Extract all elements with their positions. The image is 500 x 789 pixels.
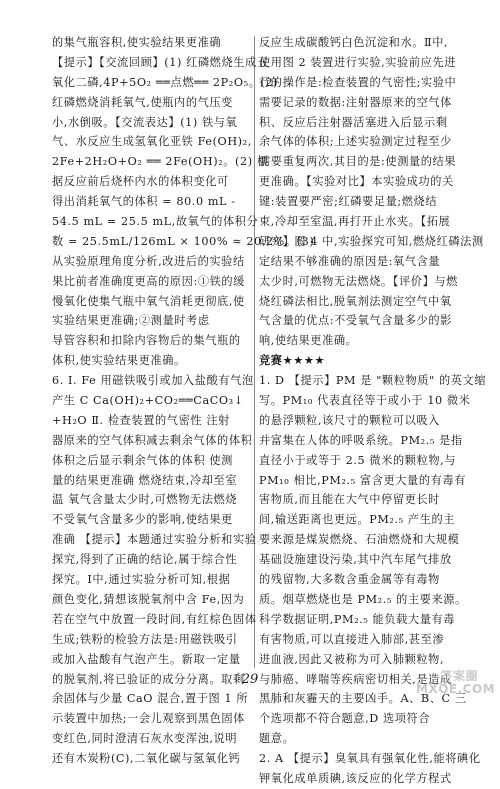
text-line: 需要记录的数据:注射器原来的空气体 <box>259 95 452 109</box>
text-line: 体积之后显示剩余气体的体积 使测 <box>52 453 233 467</box>
text-line: 反应生成碳酸钙白色沉淀和水。Ⅱ中, <box>259 36 449 49</box>
text-line: 的脱氧剂,将已验证的成分分离。取剩 <box>52 672 245 686</box>
text-line: 研究】图 4 中,实验探究可知,燃烧红磷法测 <box>259 234 484 248</box>
text-line: 余固体与少量 CaO 混合,置于图 1 所 <box>52 692 249 706</box>
text-line: 器原来的空气体积减去剩余气体的体积 <box>52 433 253 447</box>
text-line: 产生 C Ca(OH)₂+CO₂══CaCO₃↓ <box>52 394 244 408</box>
text-line: 与肺癌、哮喘等疾病密切相关,是造成 <box>259 672 452 686</box>
text-line: 氧化二磷,4P+5O₂ ══点燃══ 2P₂O₅。(2) <box>52 75 279 89</box>
text-line: 果比前者准确度更高的原因:①铁的缓 <box>52 274 245 288</box>
text-line: 不受氧气含量多少的影响,使结果更 <box>52 513 233 527</box>
text-line: 温 氧气含量太少时,可燃物无法燃烧 <box>52 493 238 507</box>
text-line: 2. A 【提示】臭氧具有强氧化性,能将碘化 <box>259 752 481 766</box>
text-line: 气、水反应生成氢氧化亚铁 Fe(OH)₂, <box>52 135 252 149</box>
text-line: 响,使结果更准确。 <box>259 334 358 348</box>
text-line: 小,水倒吸。【交流表达】(1) 铁与氧 <box>52 115 238 129</box>
text-line: 变红色,同时澄清石灰水变浑浊,说明 <box>52 732 238 746</box>
text-line: 题意。 <box>259 732 295 746</box>
text-line: 若在空气中放置一段时间,有红棕色固体 <box>52 612 257 626</box>
text-line: 的残留物,大多数含重金属等有毒物 <box>259 573 440 587</box>
text-line: 个选项都不符合题意,D 选项符合 <box>259 712 431 726</box>
text-line: 黑肺和灰霾天的主要凶手。A、B、C 三 <box>259 692 467 706</box>
text-line: 从实验原理角度分析,改进后的实验结 <box>52 254 245 268</box>
text-line: 示装置中加热;一会儿观察到黑色固体 <box>52 712 245 726</box>
text-line: 数 = 25.5mL/126mL × 100% ≈ 20.2%。(3) <box>52 234 315 248</box>
text-line: 行的操作是:检查装置的气密性;实验中 <box>259 75 457 89</box>
text-line: 并富集在人体的呼吸系统。PM₂.₅ 是指 <box>259 433 463 447</box>
text-line: 基础设施建设污染,其中汽车尾气排放 <box>259 553 452 567</box>
text-line: 2Fe+2H₂O+O₂ ══ 2Fe(OH)₂。(2) 根 <box>52 155 269 169</box>
text-line: 定结果不够准确的原因是:氧气含量 <box>259 254 441 268</box>
text-line: +H₂O Ⅱ. 检查装置的气密性 注射 <box>52 413 230 427</box>
text-line: 导管容积和扣除内容物后的集气瓶的 <box>52 334 241 348</box>
text-line: 实验结果更准确;②测量时考虑 <box>52 314 210 328</box>
text-line: 【提示】【交流回顾】(1) 红磷燃烧生成五 <box>52 55 269 69</box>
text-line: 或加入盐酸有气泡产生。新取一定量 <box>52 652 241 666</box>
text-line: 太少时,可燃物无法燃烧。【评价】与燃 <box>259 274 458 288</box>
text-line: 生成;铁粉的检验方法是:用磁铁吸引 <box>52 632 238 646</box>
text-line: 质。烟草燃烧也是 PM₂.₅ 的主要来源。 <box>259 592 467 606</box>
text-line: 得出消耗氧气的体积 = 80.0 mL - <box>52 195 236 209</box>
text-line: 准确 【提示】本题通过实验分析和实验 <box>52 533 257 547</box>
text-line: 慢氧化使集气瓶中氧气消耗更彻底,使 <box>52 294 245 308</box>
text-line: 间,输送距离也更远。PM₂.₅ 产生的主 <box>259 513 456 527</box>
text-line: 54.5 mL = 25.5 mL,故氧气的体积分 <box>52 215 259 229</box>
text-line: 有害物质,可以直接进入肺部,甚至渗 <box>259 632 445 646</box>
text-line: 量的结果更准确 燃烧结束,冷却至室 <box>52 473 238 487</box>
text-line: 钾氧化成单质碘,该反应的化学方程式 <box>259 771 452 785</box>
text-line: 的集气瓶容积,使实验结果更准确 <box>52 36 222 49</box>
text-line: 进血液,因此又被称为可入肺颗粒物, <box>259 652 445 666</box>
watermark-logo: 答案圈 MXQE.COM <box>416 669 496 696</box>
text-line: 余气体的体积;上述实验测定过程至少 <box>259 135 452 149</box>
text-line: 竞赛★★★★ <box>259 354 326 368</box>
text-line: 的悬浮颗粒,该尺寸的颗粒可以吸入 <box>259 413 440 427</box>
text-line: 体积,使实验结果更准确。 <box>52 354 186 368</box>
text-line: 烧红磷法相比,脱氧剂法测定空气中氧 <box>259 294 452 308</box>
text-line: 直径小于或等于 2.5 微米的颗粒物,与 <box>259 453 457 467</box>
text-line: 颜色变化,猜想该脱氧剂中含 Fe,因为 <box>52 592 245 606</box>
text-line: 使用图 2 装置进行实验,实验前应先进 <box>259 55 456 69</box>
text-line: 探究,得到了正确的结论,属于综合性 <box>52 553 238 567</box>
text-line: 积、反应后注射器活塞进入后显示剩 <box>259 115 448 129</box>
text-line: 据反应前后烧杯内水的体积变化可 <box>52 175 229 189</box>
text-line: 束,冷却至室温,再打开止水夹。【拓展 <box>259 215 451 229</box>
text-line: 气含量的优点:不受氧气含量多少的影 <box>259 314 452 328</box>
text-line: 更准确。【实验对比】本实验成功的关 <box>259 175 454 189</box>
text-line: 红磷燃烧消耗氧气,使瓶内的气压变 <box>52 95 233 109</box>
page-number: 29 <box>241 672 259 687</box>
text-line: 6. Ⅰ. Fe 用磁铁吸引或加入盐酸有气泡 <box>52 374 254 388</box>
column-divider <box>254 36 255 668</box>
text-line: 写。PM₁₀ 代表直径等于或小于 10 微米 <box>259 394 471 408</box>
text-line: PM₁₀ 相比,PM₂.₅ 富含更大量的有毒有 <box>259 473 466 487</box>
text-line: 需要重复两次,其目的是:使测量的结果 <box>259 155 457 169</box>
text-line: 还有木炭粉(C),二氧化碳与氢氧化钙 <box>52 752 241 766</box>
text-line: 害物质,而且能在大气中停留更长时 <box>259 493 440 507</box>
text-line: 探究。Ⅰ中,通过实验分析可知,根据 <box>52 573 231 587</box>
text-line: 键:装置要严密;红磷要足量;燃烧结 <box>259 195 438 209</box>
text-line: 要来源是煤炭燃烧、石油燃烧和大规模 <box>259 533 460 547</box>
text-line: 科学数据证明,PM₂.₅ 能负载大量有毒 <box>259 612 456 626</box>
text-line: 1. D 【提示】PM 是 "颗粒物质" 的英文缩 <box>259 374 487 388</box>
